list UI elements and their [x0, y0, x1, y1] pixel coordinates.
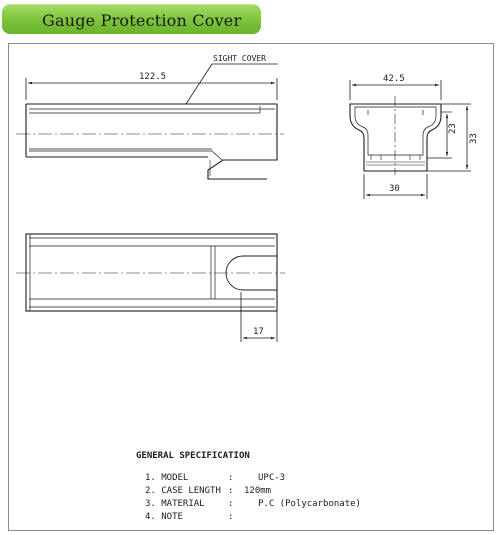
callout-leader [186, 64, 212, 104]
spec-title: GENERAL SPECIFICATION [136, 451, 250, 461]
length-label: 122.5 [139, 72, 167, 82]
page-title: Gauge Protection Cover [42, 11, 242, 30]
spec-value-material: P.C (Polycarbonate) [258, 499, 361, 509]
spec-sep: : [228, 512, 234, 522]
spec-sep: : [228, 499, 234, 509]
spec-label-model: 1. MODEL [145, 473, 189, 483]
spec-sep: : [228, 473, 234, 483]
top-view [16, 234, 285, 342]
spec-label-case-length: 2. CASE LENGTH [145, 486, 221, 496]
top-width-label: 42.5 [383, 74, 405, 84]
bottom-width-label: 30 [389, 184, 400, 194]
spec-label-material: 3. MATERIAL [145, 499, 205, 509]
end-view [350, 80, 471, 199]
spec-sep: : [228, 486, 234, 496]
inner-height-label: 23 [448, 123, 458, 134]
spec-value-model: UPC-3 [258, 473, 286, 483]
sight-cover-label: SIGHT COVER [213, 54, 266, 63]
spec-label-note: 4. NOTE [145, 512, 183, 522]
total-height-label: 33 [469, 133, 479, 144]
spec-value-case-length: 120mm [244, 486, 272, 496]
slot-width-label: 17 [253, 327, 264, 337]
